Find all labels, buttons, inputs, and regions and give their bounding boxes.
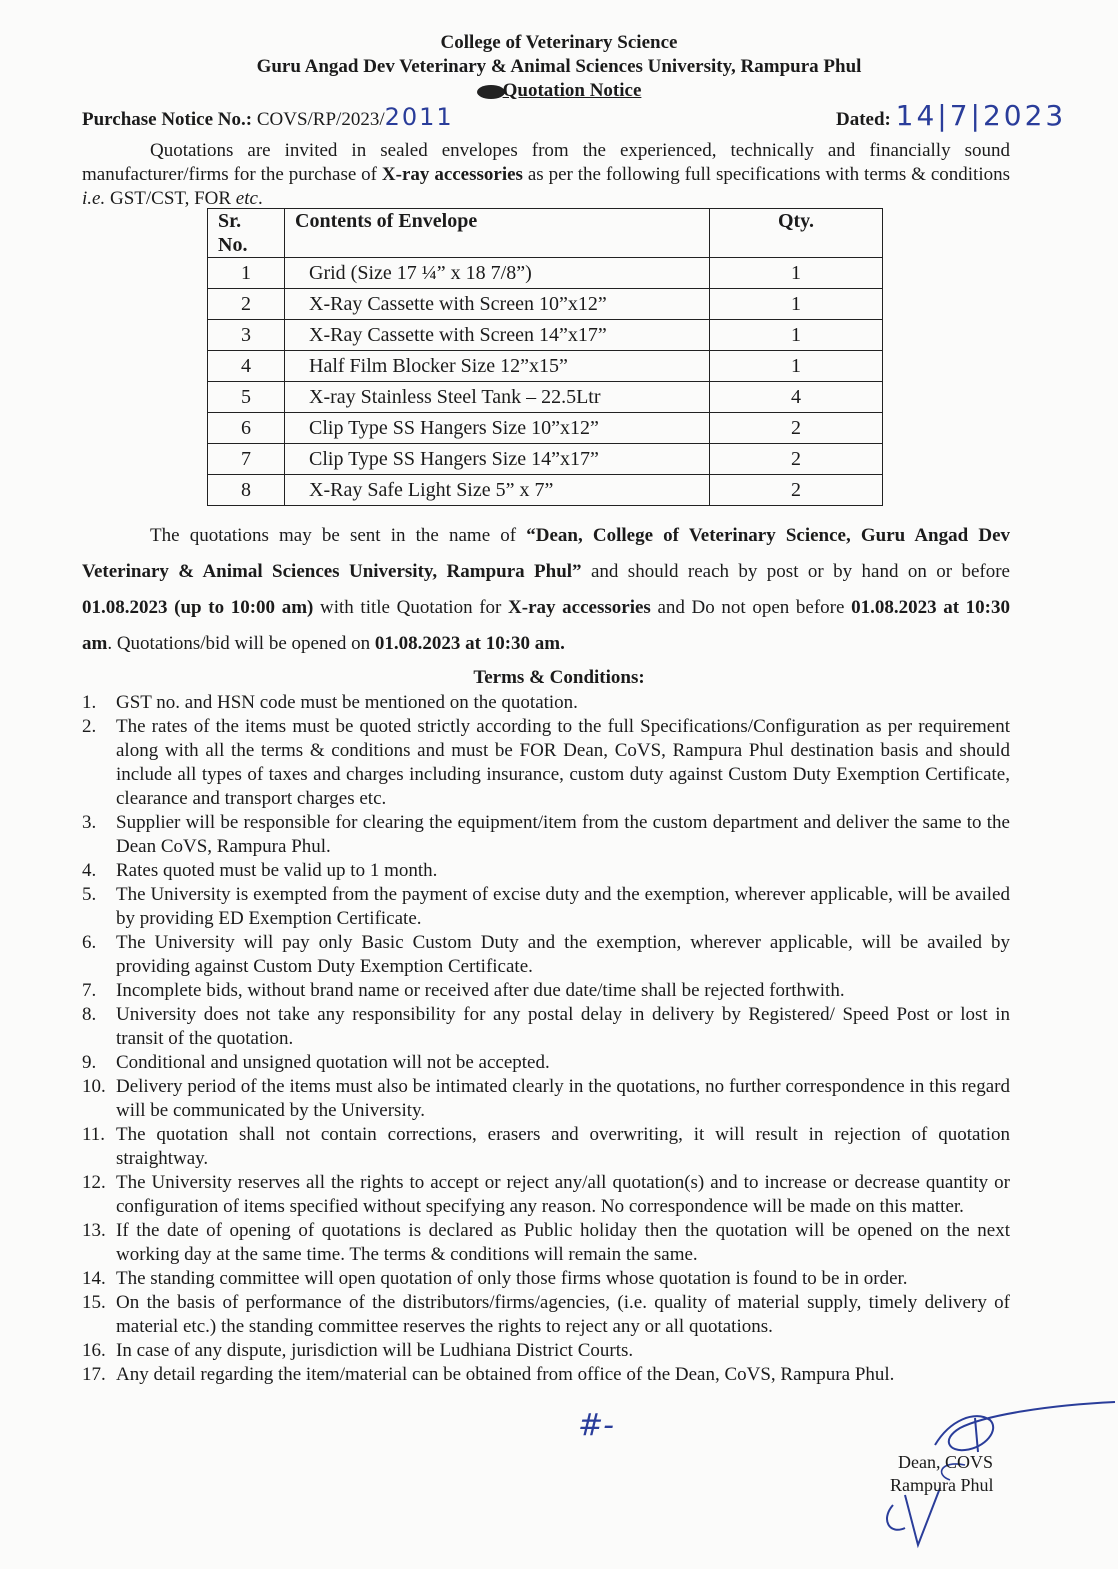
- signatory-place: Rampura Phul: [890, 1475, 994, 1495]
- table-row: 3 X-Ray Cassette with Screen 14”x17” 1: [208, 320, 883, 351]
- list-item: 6. The University will pay only Basic Custom Duty and the exemption, wherever applicable, will be availed by providing against Custom Duty Exemption Certificate.: [82, 932, 1010, 977]
- notice-date: Dated: 14|7|2023: [836, 99, 1067, 132]
- submission-paragraph: The quotations may be sent in the name of “Dean, College of Veterinary Science, Guru Angad Dev Veterinary & Animal Sciences University, Rampura Phul” and should reach by post or by hand on or before 01.08.2023 (up to 10:00 am) with title Quotation for X-ray accessories and Do not open before 01.08.2023 at 10:30 am. Quotations/bid will be opened on 01.08.2023 at 10:30 am.: [82, 525, 1011, 654]
- list-item: 17. Any detail regarding the item/material can be obtained from office of the Dean, CoVS, Rampura Phul.: [82, 1364, 895, 1385]
- purchase-notice-number: Purchase Notice No.: COVS/RP/2023/2011: [82, 103, 454, 131]
- handwritten-notice-number: 2011: [384, 103, 454, 131]
- list-item: 16. In case of any dispute, jurisdiction will be Ludhiana District Courts.: [82, 1340, 634, 1361]
- table-row: 8 X-Ray Safe Light Size 5” x 7” 2: [208, 475, 883, 506]
- handwritten-date: 14|7|2023: [895, 99, 1067, 132]
- table-row: 1 Grid (Size 17 ¼” x 18 7/8”) 1: [208, 258, 883, 289]
- list-item: 14. The standing committee will open quotation of only those firms whose quotation is found to be in order.: [82, 1268, 908, 1289]
- university-name: Guru Angad Dev Veterinary & Animal Sciences University, Rampura Phul: [256, 56, 862, 77]
- table-row: 7 Clip Type SS Hangers Size 14”x17” 2: [208, 444, 883, 475]
- list-item: 8. University does not take any responsibility for any postal delay in delivery by Registered/ Speed Post or lost in transit of the quotation.: [82, 1004, 1010, 1049]
- list-item: 7. Incomplete bids, without brand name or received after due date/time shall be rejected forthwith.: [82, 980, 845, 1001]
- handwritten-initials: #-: [578, 1408, 614, 1443]
- table-row: 5 X-ray Stainless Steel Tank – 22.5Ltr 4: [208, 382, 883, 413]
- table-row: 6 Clip Type SS Hangers Size 10”x12” 2: [208, 413, 883, 444]
- header-contents: Contents of Envelope: [285, 209, 710, 258]
- notice-title: Quotation Notice: [0, 79, 1118, 103]
- list-item: 3. Supplier will be responsible for clearing the equipment/item from the custom department and deliver the same to the Dean CoVS, Rampura Phul.: [82, 812, 1010, 857]
- college-name: College of Veterinary Science: [440, 32, 678, 53]
- list-item: 5. The University is exempted from the payment of excise duty and the exemption, wherever applicable, will be availed by providing ED Exemption Certificate.: [82, 884, 1010, 929]
- list-item: 10. Delivery period of the items must also be intimated clearly in the quotations, no further correspondence in this regard will be communicated by the University.: [82, 1076, 1010, 1121]
- terms-title: Terms & Conditions:: [473, 667, 645, 688]
- list-item: 4. Rates quoted must be valid up to 1 month.: [82, 860, 438, 881]
- signatory-title: Dean, COVS: [898, 1452, 993, 1472]
- list-item: 9. Conditional and unsigned quotation will not be accepted.: [82, 1052, 550, 1073]
- list-item: 15. On the basis of performance of the distributors/firms/agencies, (i.e. quality of material supply, timely delivery of material etc.) the standing committee reserves the rights to reject any or all quotations.: [82, 1292, 1010, 1337]
- header-qty: Qty.: [710, 209, 883, 258]
- list-item: 12. The University reserves all the rights to accept or reject any/all quotation(s) and to increase or decrease quantity or configuration of items specified without specifying any reason. No correspondence will be made on this matter.: [82, 1172, 1010, 1217]
- header-sr-no: Sr. No.: [208, 209, 285, 258]
- list-item: 2. The rates of the items must be quoted strictly according to the full Specifications/Configuration as per requirement along with all the terms & conditions and must be FOR Dean, CoVS, Rampura Phul destination basis and should include all types of taxes and charges including insurance, custom duty against Custom Duty Exemption Certificate, clearance and transport charges etc.: [82, 716, 1010, 809]
- list-item: 1. GST no. and HSN code must be mentioned on the quotation.: [82, 692, 578, 713]
- table-row: 2 X-Ray Cassette with Screen 10”x12” 1: [208, 289, 883, 320]
- intro-paragraph: Quotations are invited in sealed envelopes from the experienced, technically and financially sound manufacturer/firms for the purchase of X-ray accessories as per the following full specifications with terms & conditions i.e. GST/CST, FOR etc.: [82, 140, 1011, 209]
- table-row: 4 Half Film Blocker Size 12”x15” 1: [208, 351, 883, 382]
- list-item: 11. The quotation shall not contain corrections, erasers and overwriting, it will result in rejection of quotation straightway.: [82, 1124, 1010, 1169]
- list-item: 13. If the date of opening of quotations is declared as Public holiday then the quotation will be opened on the next working day at the same time. The terms & conditions will remain the same.: [82, 1220, 1010, 1265]
